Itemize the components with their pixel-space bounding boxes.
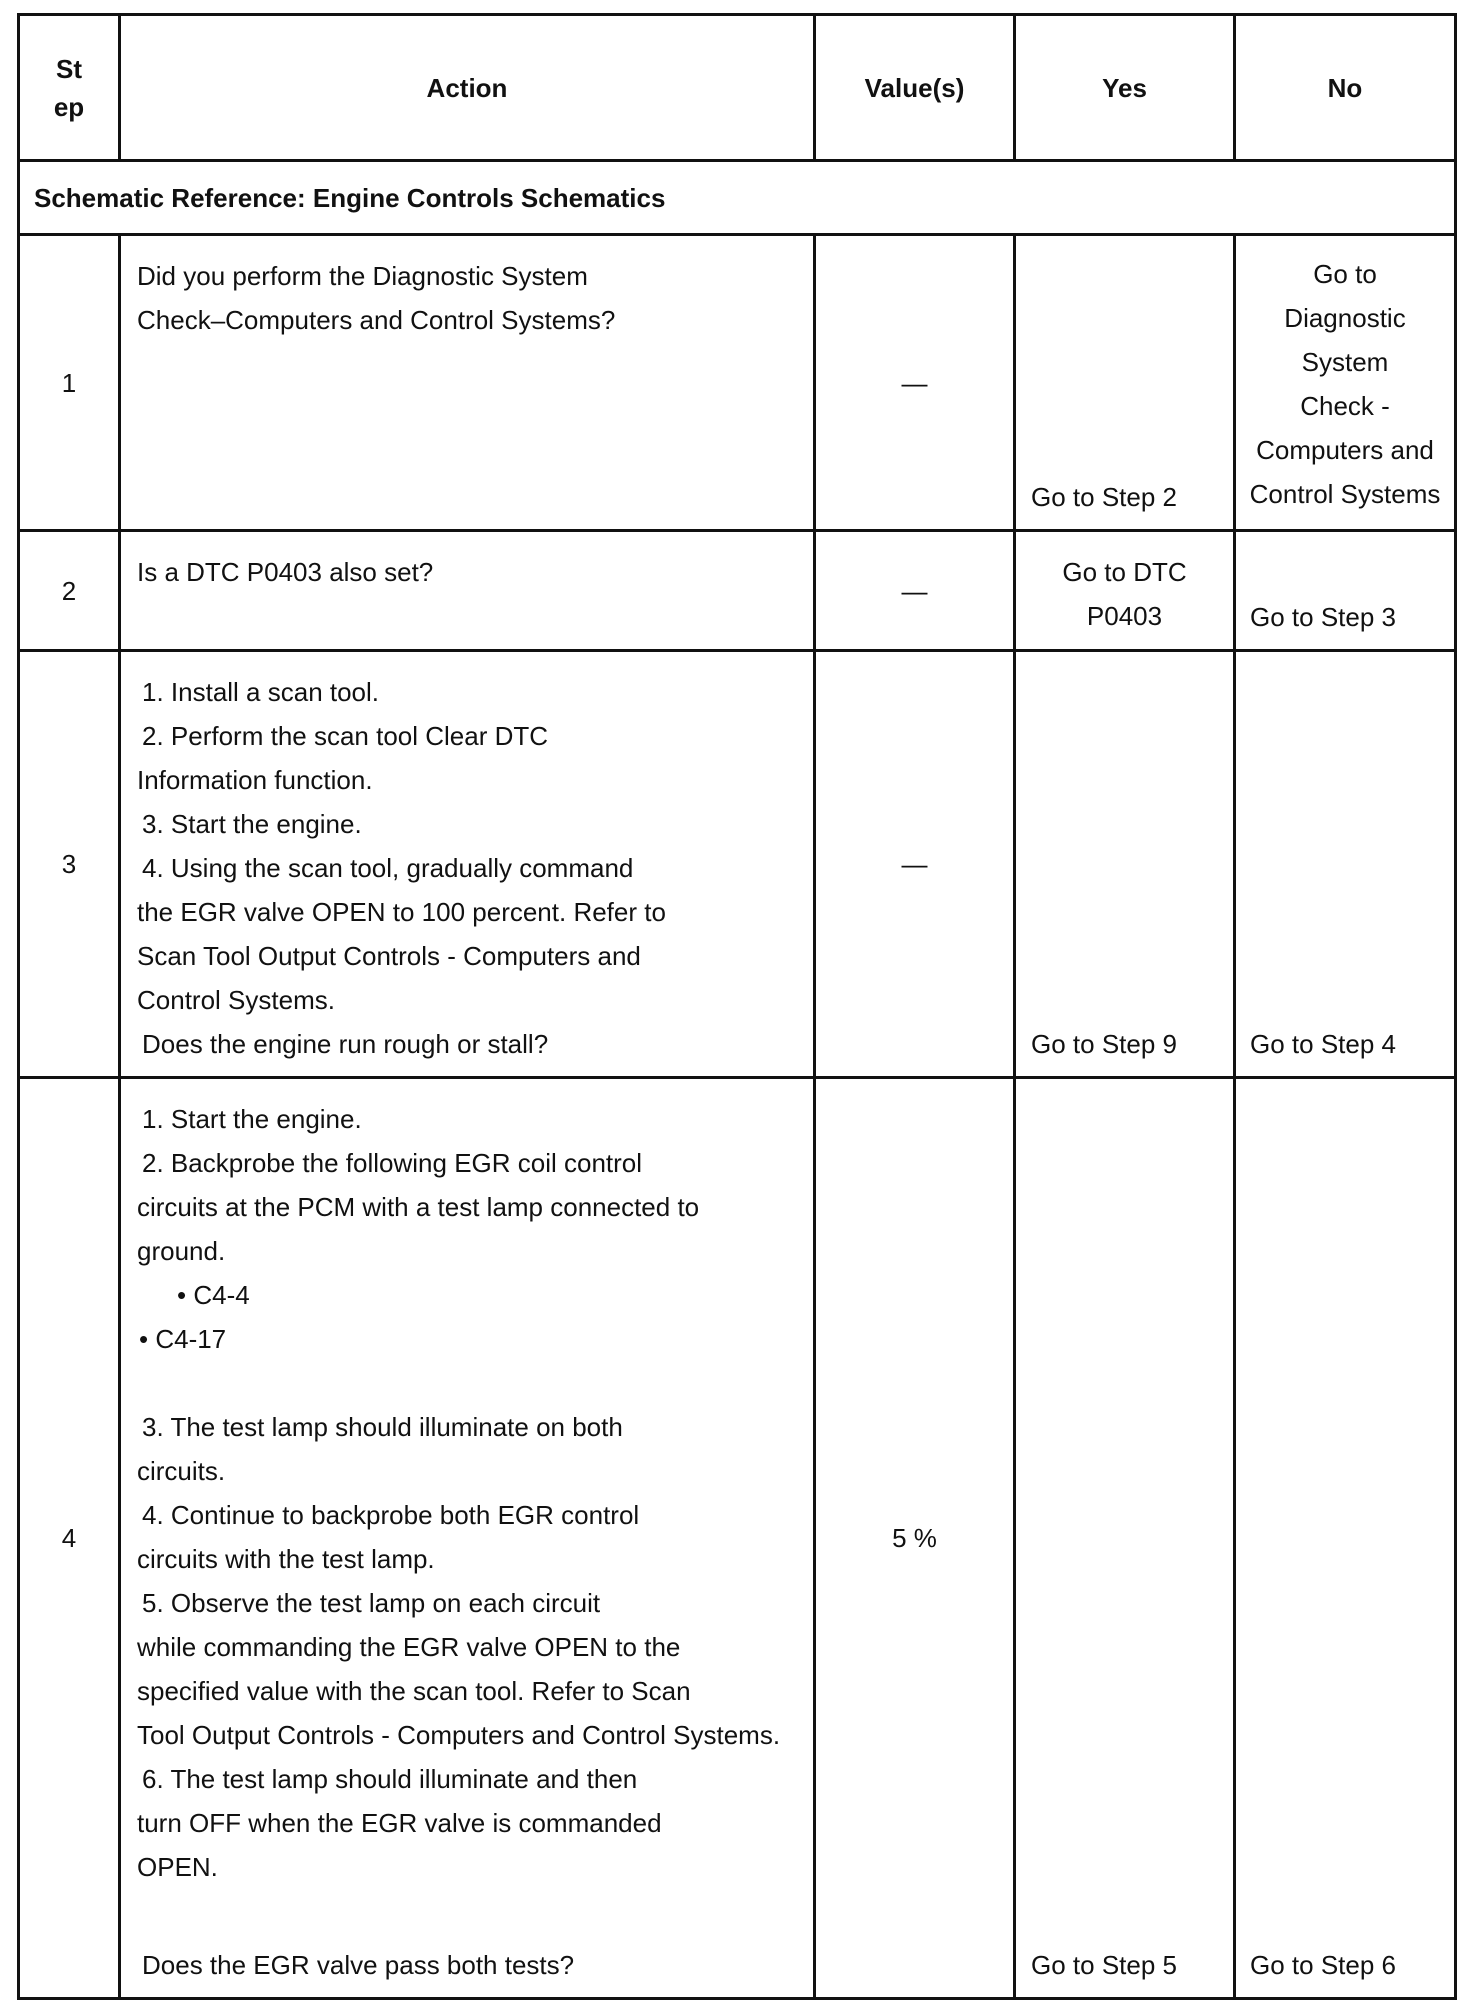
yes-line: P0403 xyxy=(1086,601,1163,631)
action-question: Does the EGR valve pass both tests? xyxy=(142,1950,575,1980)
yes-cell xyxy=(1015,531,1235,651)
action-line: turn OFF when the EGR valve is commanded xyxy=(137,1808,662,1838)
action-cell xyxy=(120,531,815,651)
action-question: Does the engine run rough or stall? xyxy=(142,1029,549,1059)
action-line: circuits with the test lamp. xyxy=(137,1544,435,1574)
header-yes: Yes xyxy=(1015,15,1235,161)
step-number: 2 xyxy=(19,531,120,651)
step-number: 4 xyxy=(19,1078,120,1999)
action-line: 2. Backprobe the following EGR coil control xyxy=(142,1148,643,1178)
no-line: Diagnostic xyxy=(1284,303,1406,333)
action-line: Is a DTC P0403 also set? xyxy=(137,557,434,587)
action-line: Check–Computers and Control Systems? xyxy=(137,305,616,335)
table-row xyxy=(19,531,1456,651)
action-line: Tool Output Controls - Computers and Control Systems. xyxy=(137,1720,781,1750)
no-cell xyxy=(1235,235,1456,531)
action-line: the EGR valve OPEN to 100 percent. Refer to xyxy=(137,897,666,927)
action-cell xyxy=(120,1078,815,1999)
diagnostic-table xyxy=(17,13,1457,2000)
step-number: 3 xyxy=(19,651,120,1078)
bullet-item: • C4-4 xyxy=(177,1280,250,1310)
yes-line: Go to DTC xyxy=(1062,557,1187,587)
header-row xyxy=(19,15,1456,161)
step-number: 1 xyxy=(19,235,120,531)
yes-cell: Go to Step 9 xyxy=(1015,651,1235,1078)
no-cell: Go to Step 6 xyxy=(1235,1078,1456,1999)
value-cell: — xyxy=(815,235,1015,531)
no-line: Check - xyxy=(1300,391,1390,421)
action-line: 3. The test lamp should illuminate on both xyxy=(142,1412,623,1442)
action-line: Scan Tool Output Controls - Computers and xyxy=(137,941,641,971)
schematic-reference-row xyxy=(19,161,1456,235)
action-line: Control Systems. xyxy=(137,985,335,1015)
no-line: Computers and xyxy=(1256,435,1434,465)
value-cell: 5 % xyxy=(815,1078,1015,1999)
action-line: specified value with the scan tool. Refer to Scan xyxy=(137,1676,691,1706)
table-row xyxy=(19,1078,1456,1999)
header-step-part: St xyxy=(56,53,82,84)
bullet-item: • C4-17 xyxy=(139,1324,227,1354)
action-line: circuits at the PCM with a test lamp connected to xyxy=(137,1192,700,1222)
no-line: System xyxy=(1301,347,1389,377)
action-line: 4. Using the scan tool, gradually command xyxy=(142,853,634,883)
action-line: ground. xyxy=(137,1236,226,1266)
schematic-reference: Schematic Reference: Engine Controls Schematics xyxy=(19,161,1456,235)
action-line: 1. Start the engine. xyxy=(142,1104,362,1134)
no-line: Control Systems xyxy=(1249,479,1441,509)
action-line: 5. Observe the test lamp on each circuit xyxy=(142,1588,601,1618)
action-line: 1. Install a scan tool. xyxy=(142,677,380,707)
no-cell: Go to Step 3 xyxy=(1235,531,1456,651)
action-line: Did you perform the Diagnostic System xyxy=(137,261,588,291)
action-line: circuits. xyxy=(137,1456,226,1486)
header-step-part: ep xyxy=(53,91,85,122)
header-values: Value(s) xyxy=(815,15,1015,161)
table-row xyxy=(19,235,1456,531)
spacer xyxy=(137,1933,807,1943)
header-no: No xyxy=(1235,15,1456,161)
action-cell xyxy=(120,651,815,1078)
value-cell: — xyxy=(815,531,1015,651)
no-cell: Go to Step 4 xyxy=(1235,651,1456,1078)
action-line: while commanding the EGR valve OPEN to the xyxy=(137,1632,681,1662)
value-cell: — xyxy=(815,651,1015,1078)
action-line: 3. Start the engine. xyxy=(142,809,362,839)
spacer xyxy=(137,1361,807,1405)
action-line: OPEN. xyxy=(137,1852,218,1882)
yes-cell: Go to Step 5 xyxy=(1015,1078,1235,1999)
header-action: Action xyxy=(120,15,815,161)
action-cell xyxy=(120,235,815,531)
no-line: Go to xyxy=(1313,259,1377,289)
action-line: 4. Continue to backprobe both EGR control xyxy=(142,1500,640,1530)
action-line: 6. The test lamp should illuminate and then xyxy=(142,1764,638,1794)
action-line: Information function. xyxy=(137,765,373,795)
table-row xyxy=(19,651,1456,1078)
action-line: 2. Perform the scan tool Clear DTC xyxy=(142,721,549,751)
yes-cell: Go to Step 2 xyxy=(1015,235,1235,531)
header-step xyxy=(19,15,120,161)
spacer xyxy=(137,1889,807,1933)
